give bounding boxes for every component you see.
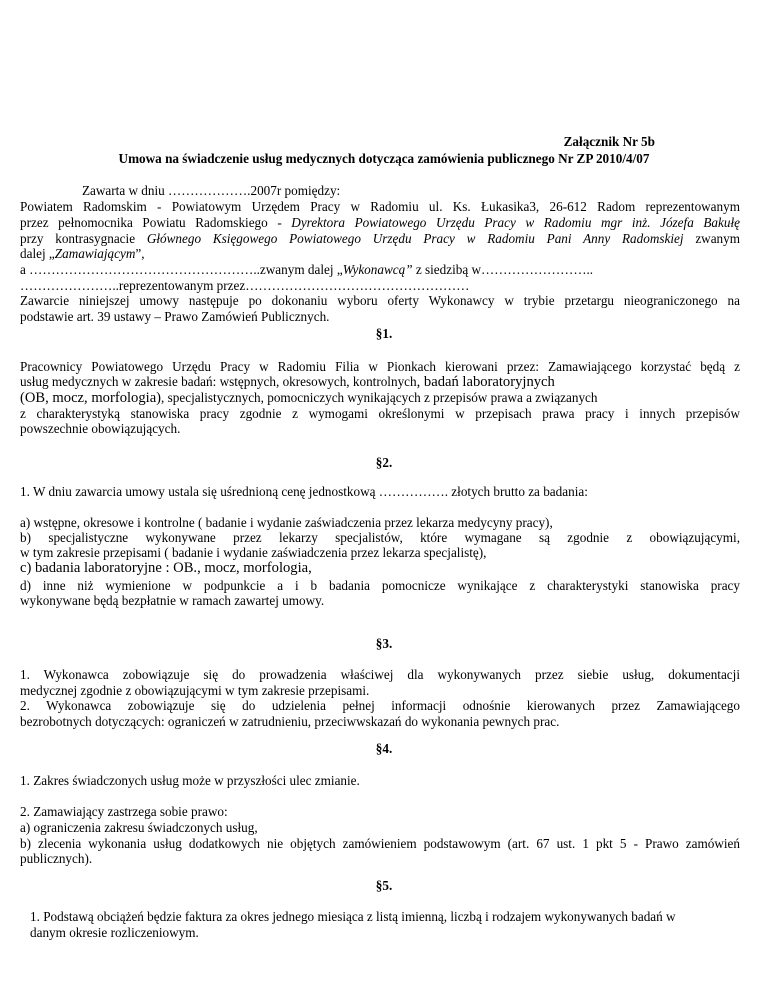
- wykonawca-term: Wykonawcą”: [342, 262, 413, 277]
- section-2-heading: §2.: [375, 455, 393, 470]
- s1-line-4: z charakterystyką stanowiska pracy zgodnie z wymogami określonymi w przepisach prawa pracy i innych przepisów: [20, 406, 740, 421]
- s1-line-3: [20, 390, 740, 407]
- document-title: Umowa na świadczenie usług medycznych dotycząca zamówienia publicznego Nr ZP 2010/4/07: [118, 151, 650, 166]
- intro-line-9: podstawie art. 39 ustawy – Prawo Zamówień Publicznych.: [20, 309, 330, 324]
- s4-line-4: b) zlecenia wykonania usług dodatkowych nie objętych zamówieniem podstawowym (art. 67 ust. 1 pkt 5 - Prawo zamówień: [20, 836, 740, 851]
- s2-line-3: b) specjalistyczne wykonywane przez lekarzy specjalistów, które wymagane są zgodnie z obowiązującymi,: [20, 530, 740, 545]
- intro-line-5-end: ”,: [135, 246, 145, 261]
- section-3-heading: §3.: [375, 636, 393, 651]
- s1-line-2-lab: , badań laboratoryjnych: [416, 374, 555, 390]
- intro-line-6-end: z siedzibą w……………………..: [412, 262, 594, 277]
- s3-line-1: 1. Wykonawca zobowiązuje się do prowadzenia właściwej dla wykonywanych przez siebie usług, dokumentacji: [20, 667, 740, 682]
- s4-line-5: publicznych).: [20, 851, 93, 866]
- s2-line-6: d) inne niż wymienione w podpunkcie a i b badania pomocnicze wynikające z charakterystyki stanowiska pracy: [20, 578, 740, 593]
- intro-line-7: …………………..reprezentowanym przez……………………………………………: [20, 278, 470, 293]
- s1-line-2: [20, 374, 740, 391]
- s2-line-2: a) wstępne, okresowe i kontrolne ( badanie i wydanie zaświadczenia przez lekarza medycyny pracy),: [20, 515, 553, 530]
- intro-line-2: Powiatem Radomskim - Powiatowym Urzędem Pracy w Radomiu ul. Ks. Łukasika3, 26-612 Radom reprezentowanym: [20, 199, 740, 214]
- intro-line-3-text: przez pełnomocnika Powiatu Radomskiego -: [20, 215, 292, 230]
- intro-line-6: [20, 262, 740, 278]
- s5-line-1: 1. Podstawą obciążeń będzie faktura za okres jednego miesiąca z listą imienną, liczbą i rodzajem wykonywanych badań w: [30, 909, 676, 924]
- intro-line-5: [20, 246, 740, 262]
- section-5-heading: §5.: [375, 878, 393, 893]
- s4-line-2: 2. Zamawiający zastrzega sobie prawo:: [20, 804, 228, 819]
- intro-line-6-start: a ……………………………………………..zwanym dalej „: [20, 262, 343, 277]
- section-1-heading: §1.: [375, 326, 393, 341]
- intro-line-4: [20, 231, 740, 247]
- s2-line-4: w tym zakresie przepisami ( badanie i wydanie zaświadczenia przez lekarza specjalistę),: [20, 545, 487, 560]
- s2-line-1: 1. W dniu zawarcia umowy ustala się uśrednioną cenę jednostkową ……………. złotych brutto za badania:: [20, 484, 588, 499]
- s2-line-7: wykonywane będą bezpłatnie w ramach zawartej umowy.: [20, 593, 325, 608]
- intro-line-4-end: zwanym: [683, 231, 741, 246]
- s1-line-5: powszechnie obowiązujących.: [20, 421, 181, 436]
- intro-date-line: Zawarta w dniu ……………….2007r pomiędzy:: [82, 183, 341, 198]
- s4-line-1: 1. Zakres świadczonych usług może w przyszłości ulec zmianie.: [20, 773, 360, 788]
- s3-line-2: medycznej zgodnie z obowiązującymi w tym zakresie przepisami.: [20, 683, 370, 698]
- section-4-heading: §4.: [375, 741, 393, 756]
- attachment-label: Załącznik Nr 5b: [563, 134, 655, 149]
- s3-line-4: bezrobotnych dotyczących: ograniczeń w zatrudnieniu, przeciwwskazań do wykonania pewnych prac.: [20, 714, 560, 729]
- s1-line-3-lab: (OB, mocz, morfologia): [20, 390, 162, 406]
- s2-line-5: c) badania laboratoryjne : OB., mocz, morfologia,: [20, 560, 312, 576]
- intro-line-4-text: przy kontrasygnacie: [20, 231, 147, 246]
- s1-line-1: Pracownicy Powiatowego Urzędu Pracy w Radomiu Filia w Pionkach kierowani przez: Zamawiającego korzystać będą z: [20, 359, 740, 374]
- zamawiajacy-term: Zamawiającym: [54, 246, 136, 261]
- s1-line-3-text: , specjalistycznych, pomocniczych wynikających z przepisów prawa a związanych: [161, 390, 598, 405]
- director-name: Dyrektora Powiatowego Urzędu Pracy w Radomiu mgr inż. Józefa Bakułę: [291, 215, 740, 230]
- s5-line-2: danym okresie rozliczeniowym.: [30, 925, 199, 940]
- intro-line-8: Zawarcie niniejszej umowy następuje po dokonaniu wyboru oferty Wykonawcy w trybie przetargu nieograniczonego na: [20, 293, 740, 308]
- s3-line-3: 2. Wykonawca zobowiązuje się do udzielenia pełnej informacji odnośnie kierowanych przez Zamawiającego: [20, 698, 740, 713]
- s1-line-2-text: usług medycznych w zakresie badań: wstępnych, okresowych, kontrolnych: [20, 374, 417, 389]
- intro-line-5-start: dalej „: [20, 246, 55, 261]
- accountant-name: Głównego Księgowego Powiatowego Urzędu Pracy w Radomiu Pani Anny Radomskiej: [146, 231, 684, 246]
- s4-line-3: a) ograniczenia zakresu świadczonych usług,: [20, 820, 258, 835]
- intro-line-3: [20, 215, 740, 231]
